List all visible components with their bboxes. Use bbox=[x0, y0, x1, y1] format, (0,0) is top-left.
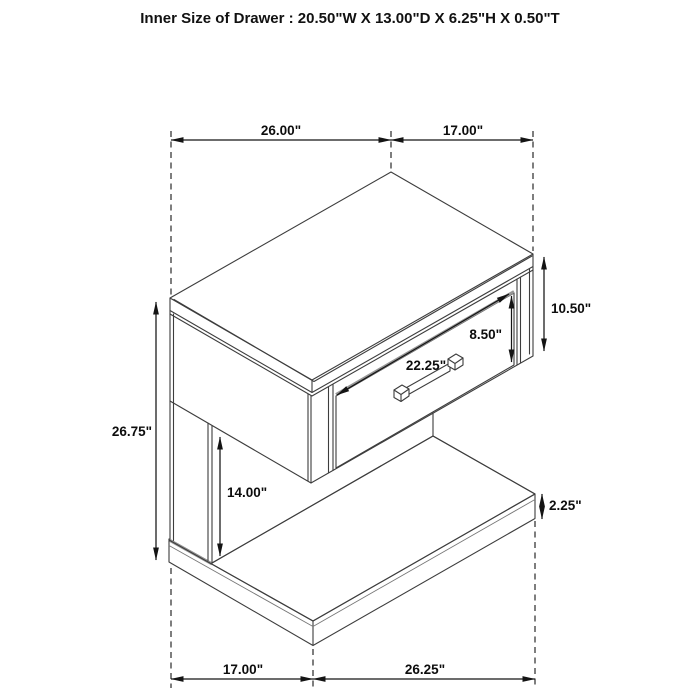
dim-label-top-width: 26.00" bbox=[260, 123, 302, 138]
dim-label-top-depth: 17.00" bbox=[442, 123, 484, 138]
dim-label-shelf-clearance: 14.00" bbox=[227, 485, 268, 500]
dim-label-drawer-width: 22.25" bbox=[405, 358, 447, 373]
dim-label-overall-height: 26.75" bbox=[111, 424, 152, 439]
dim-label-base-thickness: 2.25" bbox=[549, 498, 582, 513]
left-support-panel bbox=[170, 311, 212, 564]
dim-label-bottom-depth: 26.25" bbox=[404, 662, 446, 677]
page-title: Inner Size of Drawer : 20.50"W X 13.00"D X 6.25"H X 0.50"T bbox=[140, 10, 560, 27]
panel-edges bbox=[170, 311, 212, 564]
dim-label-bottom-width: 17.00" bbox=[222, 662, 264, 677]
dim-label-drawer-height: 8.50" bbox=[469, 327, 502, 342]
dim-label-cabinet-height: 10.50" bbox=[551, 301, 592, 316]
nightstand-drawing bbox=[169, 172, 535, 646]
